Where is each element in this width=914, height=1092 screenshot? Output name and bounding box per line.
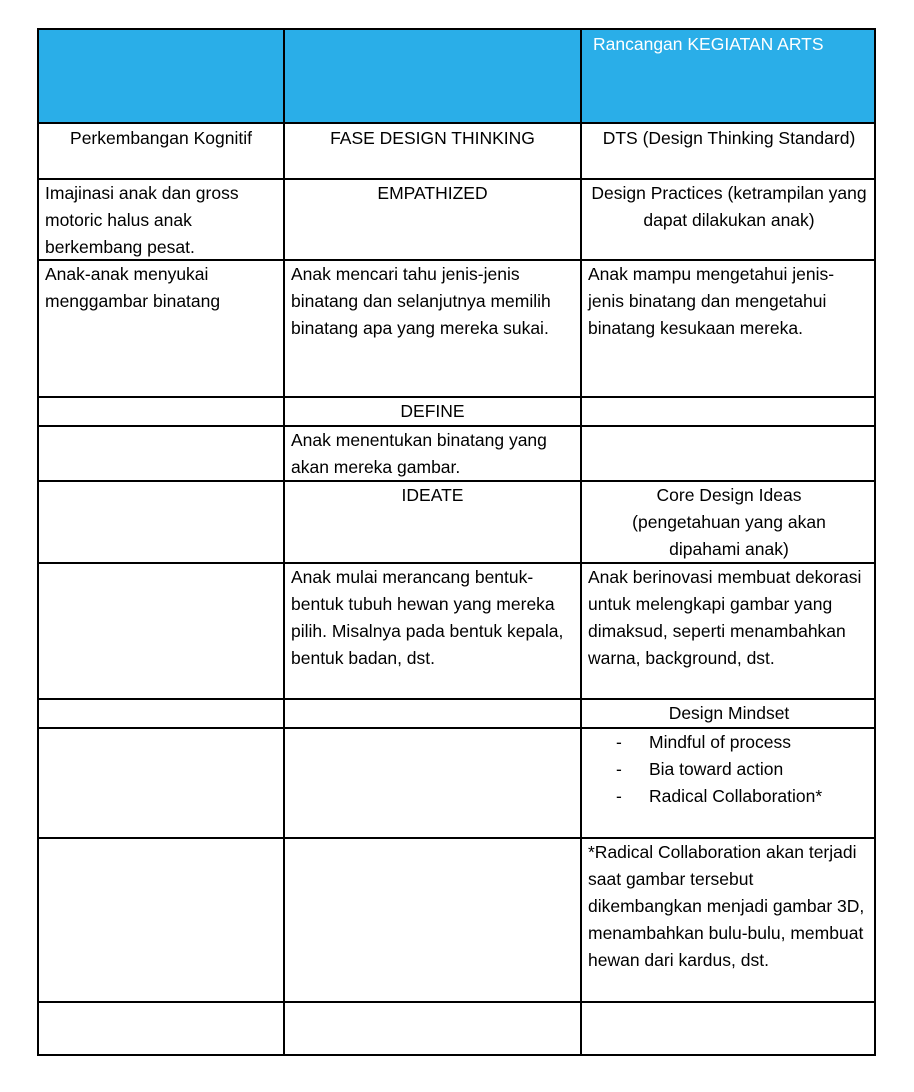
cell-r5-c3: Core Design Ideas (pengetahuan yang akan dipahami anak) bbox=[632, 485, 826, 559]
list-item: - Radical Collaboration* bbox=[582, 783, 876, 810]
cell-r5-c2: IDEATE bbox=[401, 485, 464, 505]
list-item: - Bia toward action bbox=[582, 756, 876, 783]
cell-r6-c2: Anak mulai merancang bentuk-bentuk tubuh hewan yang mereka pilih. Misalnya pada bentuk kepala, bentuk badan, dst. bbox=[291, 567, 564, 668]
row-divider bbox=[39, 122, 874, 124]
cell-r4-c2: Anak menentukan binatang yang akan mereka gambar. bbox=[291, 430, 547, 477]
cell-r8-c3 bbox=[582, 729, 876, 810]
column-header-kognitif: Perkembangan Kognitif bbox=[70, 128, 252, 148]
cell-r7-c3: Design Mindset bbox=[668, 703, 790, 723]
activity-plan-table bbox=[37, 28, 876, 1056]
list-item: - Mindful of process bbox=[582, 729, 876, 756]
cell-r1-c3: Design Practices (ketrampilan yang dapat dilakukan anak) bbox=[591, 183, 867, 230]
cell-r6-c3: Anak berinovasi membuat dekorasi untuk melengkapi gambar yang dimaksud, seperti menambahkan warna, background, dst. bbox=[588, 567, 862, 668]
row-divider bbox=[39, 1001, 874, 1003]
cell-r1-c2: EMPATHIZED bbox=[377, 183, 488, 203]
column-header-fase: FASE DESIGN THINKING bbox=[330, 128, 535, 148]
cell-r9-c3: *Radical Collaboration akan terjadi saat gambar tersebut dikembangkan menjadi gambar 3D, menambahkan bulu-bulu, membuat hewan dari kardus, dst. bbox=[588, 842, 865, 970]
column-header-dts: DTS (Design Thinking Standard) bbox=[602, 128, 856, 148]
cell-r1-c1: Imajinasi anak dan gross motoric halus anak berkembang pesat. bbox=[45, 183, 239, 257]
cell-r2-c2: Anak mencari tahu jenis-jenis binatang dan selanjutnya memilih binatang apa yang mereka sukai. bbox=[291, 264, 551, 338]
cell-r2-c3: Anak mampu mengetahui jenis-jenis binatang dan mengetahui binatang kesukaan mereka. bbox=[588, 264, 835, 338]
cell-r2-c1: Anak-anak menyukai menggambar binatang bbox=[45, 264, 221, 311]
cell-r3-c2: DEFINE bbox=[400, 401, 465, 421]
design-mindset-list bbox=[582, 729, 876, 810]
header-title: Rancangan KEGIATAN ARTS bbox=[593, 34, 824, 54]
